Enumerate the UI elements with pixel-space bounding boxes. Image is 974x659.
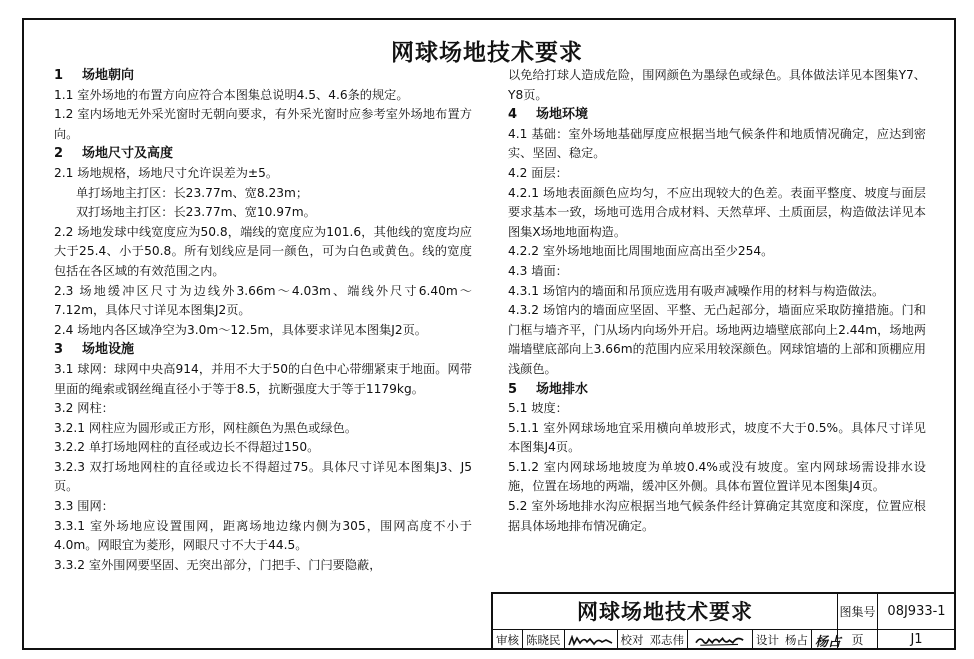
paragraph: 5.1 坡度： <box>508 401 568 416</box>
review-label: 审核 <box>496 633 519 647</box>
paragraph: 5.2 室外场地排水沟应根据当地气候条件经计算确定其宽度和深度，位置应根据具体场地排布情况确定。 <box>508 499 926 533</box>
section-title: 场地尺寸及高度 <box>82 146 174 162</box>
paragraph: 单打场地主打区：长23.77m、宽8.23m； <box>76 185 309 200</box>
signature-row <box>493 630 842 650</box>
title-block-title: 网球场地技术要求 <box>493 594 838 630</box>
page-title: 网球场地技术要求 <box>391 40 583 66</box>
paragraph: 4.3.1 场馆内的墙面和吊顶应选用有吸声减噪作用的材料与构造做法。 <box>508 283 885 298</box>
designer-name: 杨占 <box>785 633 808 647</box>
section-heading <box>54 144 472 164</box>
atlas-label: 图集号 <box>838 594 878 630</box>
paragraph: 双打场地主打区：长23.77m、宽10.97m。 <box>76 205 316 220</box>
section-title: 场地朝向 <box>82 68 135 83</box>
paragraph: 4.2.2 室外场地地面比周围地面应高出至少254。 <box>508 244 774 259</box>
section-number: 3 <box>54 342 64 358</box>
paragraph: 2.2 场地发球中线宽度应为50.8，端线的宽度应为101.6，其他线的宽度均应大于25.4、小于50.8。所有划线应是同一颜色，可为白色或黄色。线的宽度包括在各区域的有效范围之内。 <box>54 224 472 278</box>
paragraph: 3.3 围网： <box>54 499 114 514</box>
paragraph: 1.1 室外场地的布置方向应符合本图集总说明4.5、4.6条的规定。 <box>54 87 409 102</box>
paragraph: 4.3.2 场馆内的墙面应坚固、平整、无凸起部分，墙面应采取防撞措施。门和门框与墙齐平，门从场内向场外开启。场地两边墙壁底部向上2.44m，场地两端墙壁底部向上3.66m的范围内应采用较深颜色。网球馆墙的上部和顶棚应用浅颜色。 <box>508 303 926 376</box>
paragraph: 2.1 场地规格，场地尺寸允许误差为±5。 <box>54 165 279 180</box>
paragraph: 3.3.2 室外围网要坚固、无突出部分，门把手、门闩要隐蔽， <box>54 557 382 572</box>
paragraph: 3.2 网柱： <box>54 401 114 416</box>
paragraph: 以免给打球人造成危险，围网颜色为墨绿色或绿色。具体做法详见本图集Y7、Y8页。 <box>508 68 926 102</box>
section-heading <box>54 340 472 360</box>
section-number: 5 <box>508 381 518 397</box>
paragraph: 2.4 场地内各区域净空为3.0m～12.5m，具体要求详见本图集J2页。 <box>54 322 427 337</box>
paragraph: 3.2.2 单打场地网柱的直径或边长不得超过150。 <box>54 440 320 455</box>
reviewer-name: 陈晓民 <box>526 633 561 647</box>
designer-signature: 杨占 <box>815 634 842 650</box>
page-number: J1 <box>878 630 956 650</box>
paragraph: 3.3.1 室外场地应设置围网，距离场地边缘内侧为305，围网高度不小于4.0m。网眼宜为菱形，网眼尺寸不大于44.5。 <box>54 518 472 553</box>
section-heading <box>508 105 926 125</box>
right-text-column <box>508 66 926 536</box>
paragraph: 4.1 基础：室外场地基础厚度应根据当地气候条件和地质情况确定，应达到密实、坚固、稳定。 <box>508 126 926 161</box>
paragraph: 5.1.2 室内网球场地坡度为单坡0.4%或没有坡度。室内网球场需设排水设施，位置在场地的两端，缓冲区外侧。具体布置位置详见本图集J4页。 <box>508 459 926 494</box>
paragraph: 4.2 面层： <box>508 165 568 180</box>
section-number: 2 <box>54 146 64 162</box>
left-text-column <box>54 66 472 575</box>
paragraph: 5.1.1 室外网球场地宜采用横向单坡形式，坡度不大于0.5%。具体尺寸详见本图集J4页。 <box>508 420 926 455</box>
atlas-number: 08J933-1 <box>878 594 956 630</box>
section-number: 1 <box>54 68 64 83</box>
reviewer-signature <box>565 633 617 647</box>
checker-signature <box>688 633 752 647</box>
design-label: 设计 <box>756 633 779 647</box>
paragraph: 3.2.3 双打场地网柱的直径或边长不得超过75。具体尺寸详见本图集J3、J5页。 <box>54 459 472 494</box>
checker-signature-mark <box>691 635 749 647</box>
paragraph: 2.3 场地缓冲区尺寸为边线外3.66m～4.03m、端线外尺寸6.40m～7.12m，具体尺寸详见本图集J2页。 <box>54 283 472 318</box>
title-block <box>491 592 956 650</box>
paragraph: 3.2.1 网柱应为圆形或正方形，网柱颜色为黑色或绿色。 <box>54 420 358 435</box>
paragraph: 3.1 球网：球网中央高914，并用不大于50的白色中心带绷紧束于地面。网带里面的绳索或钢丝绳直径小于等于8.5，抗断强度大于等于1179kg。 <box>54 361 472 396</box>
section-title: 场地环境 <box>536 107 589 123</box>
section-title: 场地设施 <box>82 342 135 358</box>
section-heading <box>54 66 472 86</box>
section-number: 4 <box>508 107 518 123</box>
section-heading <box>508 380 926 400</box>
check-label: 校对 <box>620 633 644 647</box>
paragraph: 1.2 室内场地无外采光窗时无朝向要求，有外采光窗时应参考室外场地布置方向。 <box>54 107 472 141</box>
paragraph: 4.2.1 场地表面颜色应均匀，不应出现较大的色差。表面平整度、坡度与面层要求基本一致，场地可选用合成材料、天然草坪、土质面层，构造做法详见本图集X场地地面构造。 <box>508 185 926 239</box>
section-title: 场地排水 <box>536 381 589 397</box>
checker-name: 邓志伟 <box>649 633 684 647</box>
reviewer-signature-mark <box>568 635 614 647</box>
page-label: 页 <box>838 630 878 650</box>
paragraph: 4.3 墙面： <box>508 263 568 278</box>
